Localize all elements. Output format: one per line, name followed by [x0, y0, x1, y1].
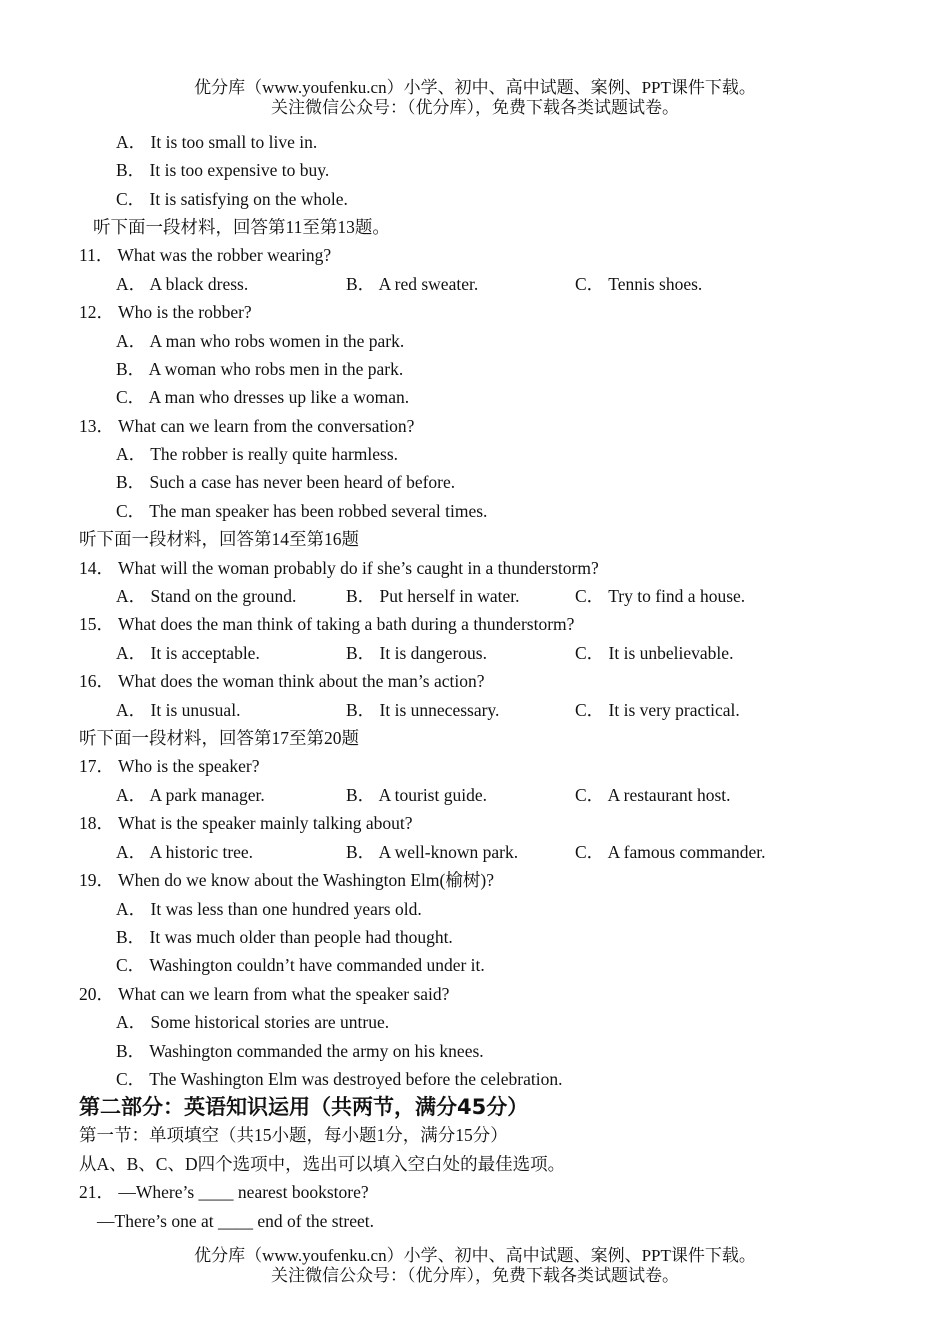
- footer-line-1: 优分库（www.youfenku.cn）小学、初中、高中试题、案例、PPT课件下载。: [194, 1246, 756, 1265]
- q13-option-c: C． The man speaker has been robbed several times.: [116, 501, 488, 521]
- q16-option-c: C． It is very practical.: [575, 700, 740, 720]
- q11-option-c: C． Tennis shoes.: [575, 274, 703, 294]
- q20-option-c: C． The Washington Elm was destroyed before the celebration.: [116, 1069, 563, 1089]
- q16-option-b: B． It is unnecessary.: [346, 700, 500, 720]
- q18-option-a: A． A historic tree.: [116, 842, 254, 862]
- q16-stem: 16． What does the woman think about the man’s action?: [79, 671, 485, 691]
- q17-option-c: C． A restaurant host.: [575, 785, 731, 805]
- q15-option-c: C． It is unbelievable.: [575, 643, 734, 663]
- header-line-1: 优分库（www.youfenku.cn）小学、初中、高中试题、案例、PPT课件下载。: [194, 78, 756, 97]
- q10-option-a: A． It is too small to live in.: [116, 132, 318, 152]
- q18-option-b: B． A well-known park.: [346, 842, 519, 862]
- q19-option-a: A． It was less than one hundred years old.: [116, 899, 422, 919]
- q17-stem: 17． Who is the speaker?: [79, 756, 260, 776]
- q13-stem: 13． What can we learn from the conversation?: [79, 416, 415, 436]
- header-line-2: 关注微信公众号：（优分库），免费下载各类试题试卷。: [271, 98, 679, 117]
- q12-option-a: A． A man who robs women in the park.: [116, 331, 405, 351]
- q14-option-c: C． Try to find a house.: [575, 586, 746, 606]
- q15-option-b: B． It is dangerous.: [346, 643, 487, 663]
- q14-stem: 14． What will the woman probably do if she’s caught in a thunderstorm?: [79, 558, 599, 578]
- q16-option-a: A． It is unusual.: [116, 700, 241, 720]
- q12-option-c: C． A man who dresses up like a woman.: [116, 387, 410, 407]
- footer-line-2: 关注微信公众号：（优分库），免费下载各类试题试卷。: [271, 1266, 679, 1285]
- q17-option-b: B． A tourist guide.: [346, 785, 487, 805]
- part2-title: 第二部分：英语知识运用（共两节，满分45分）: [79, 1095, 529, 1119]
- q21-line-2: —There’s one at ____ end of the street.: [97, 1211, 374, 1231]
- q20-option-b: B． Washington commanded the army on his knees.: [116, 1041, 484, 1061]
- section-intro-17-20: 听下面一段材料，回答第17至第20题: [79, 728, 359, 748]
- q17-option-a: A． A park manager.: [116, 785, 265, 805]
- q21-line-1: 21． —Where’s ____ nearest bookstore?: [79, 1182, 369, 1202]
- q20-option-a: A． Some historical stories are untrue.: [116, 1012, 390, 1032]
- q13-option-a: A． The robber is really quite harmless.: [116, 444, 399, 464]
- q19-stem: 19． When do we know about the Washington Elm(榆树)?: [79, 870, 494, 890]
- q12-option-b: B． A woman who robs men in the park.: [116, 359, 404, 379]
- q14-option-a: A． Stand on the ground.: [116, 586, 297, 606]
- q18-option-c: C． A famous commander.: [575, 842, 766, 862]
- q20-stem: 20． What can we learn from what the speaker said?: [79, 984, 450, 1004]
- q11-option-a: A． A black dress.: [116, 274, 249, 294]
- q11-stem: 11． What was the robber wearing?: [79, 245, 332, 265]
- section1-instruction: 从A、B、C、D四个选项中，选出可以填入空白处的最佳选项。: [79, 1154, 566, 1174]
- q13-option-b: B． Such a case has never been heard of before.: [116, 472, 456, 492]
- page-footer: [0, 1246, 950, 1286]
- section1-title: 第一节：单项填空（共15小题，每小题1分，满分15分）: [79, 1125, 508, 1145]
- section-intro-14-16: 听下面一段材料，回答第14至第16题: [79, 529, 359, 549]
- q14-option-b: B． Put herself in water.: [346, 586, 520, 606]
- q19-option-c: C． Washington couldn’t have commanded under it.: [116, 955, 485, 975]
- page-header: [0, 78, 950, 118]
- section-intro-11-13: 听下面一段材料，回答第11至第13题。: [93, 217, 390, 237]
- q10-option-c: C． It is satisfying on the whole.: [116, 189, 348, 209]
- q19-option-b: B． It was much older than people had thought.: [116, 927, 453, 947]
- q15-option-a: A． It is acceptable.: [116, 643, 260, 663]
- q12-stem: 12． Who is the robber?: [79, 302, 252, 322]
- q18-stem: 18． What is the speaker mainly talking about?: [79, 813, 413, 833]
- q10-option-b: B． It is too expensive to buy.: [116, 160, 330, 180]
- q11-option-b: B． A red sweater.: [346, 274, 479, 294]
- q15-stem: 15． What does the man think of taking a bath during a thunderstorm?: [79, 614, 575, 634]
